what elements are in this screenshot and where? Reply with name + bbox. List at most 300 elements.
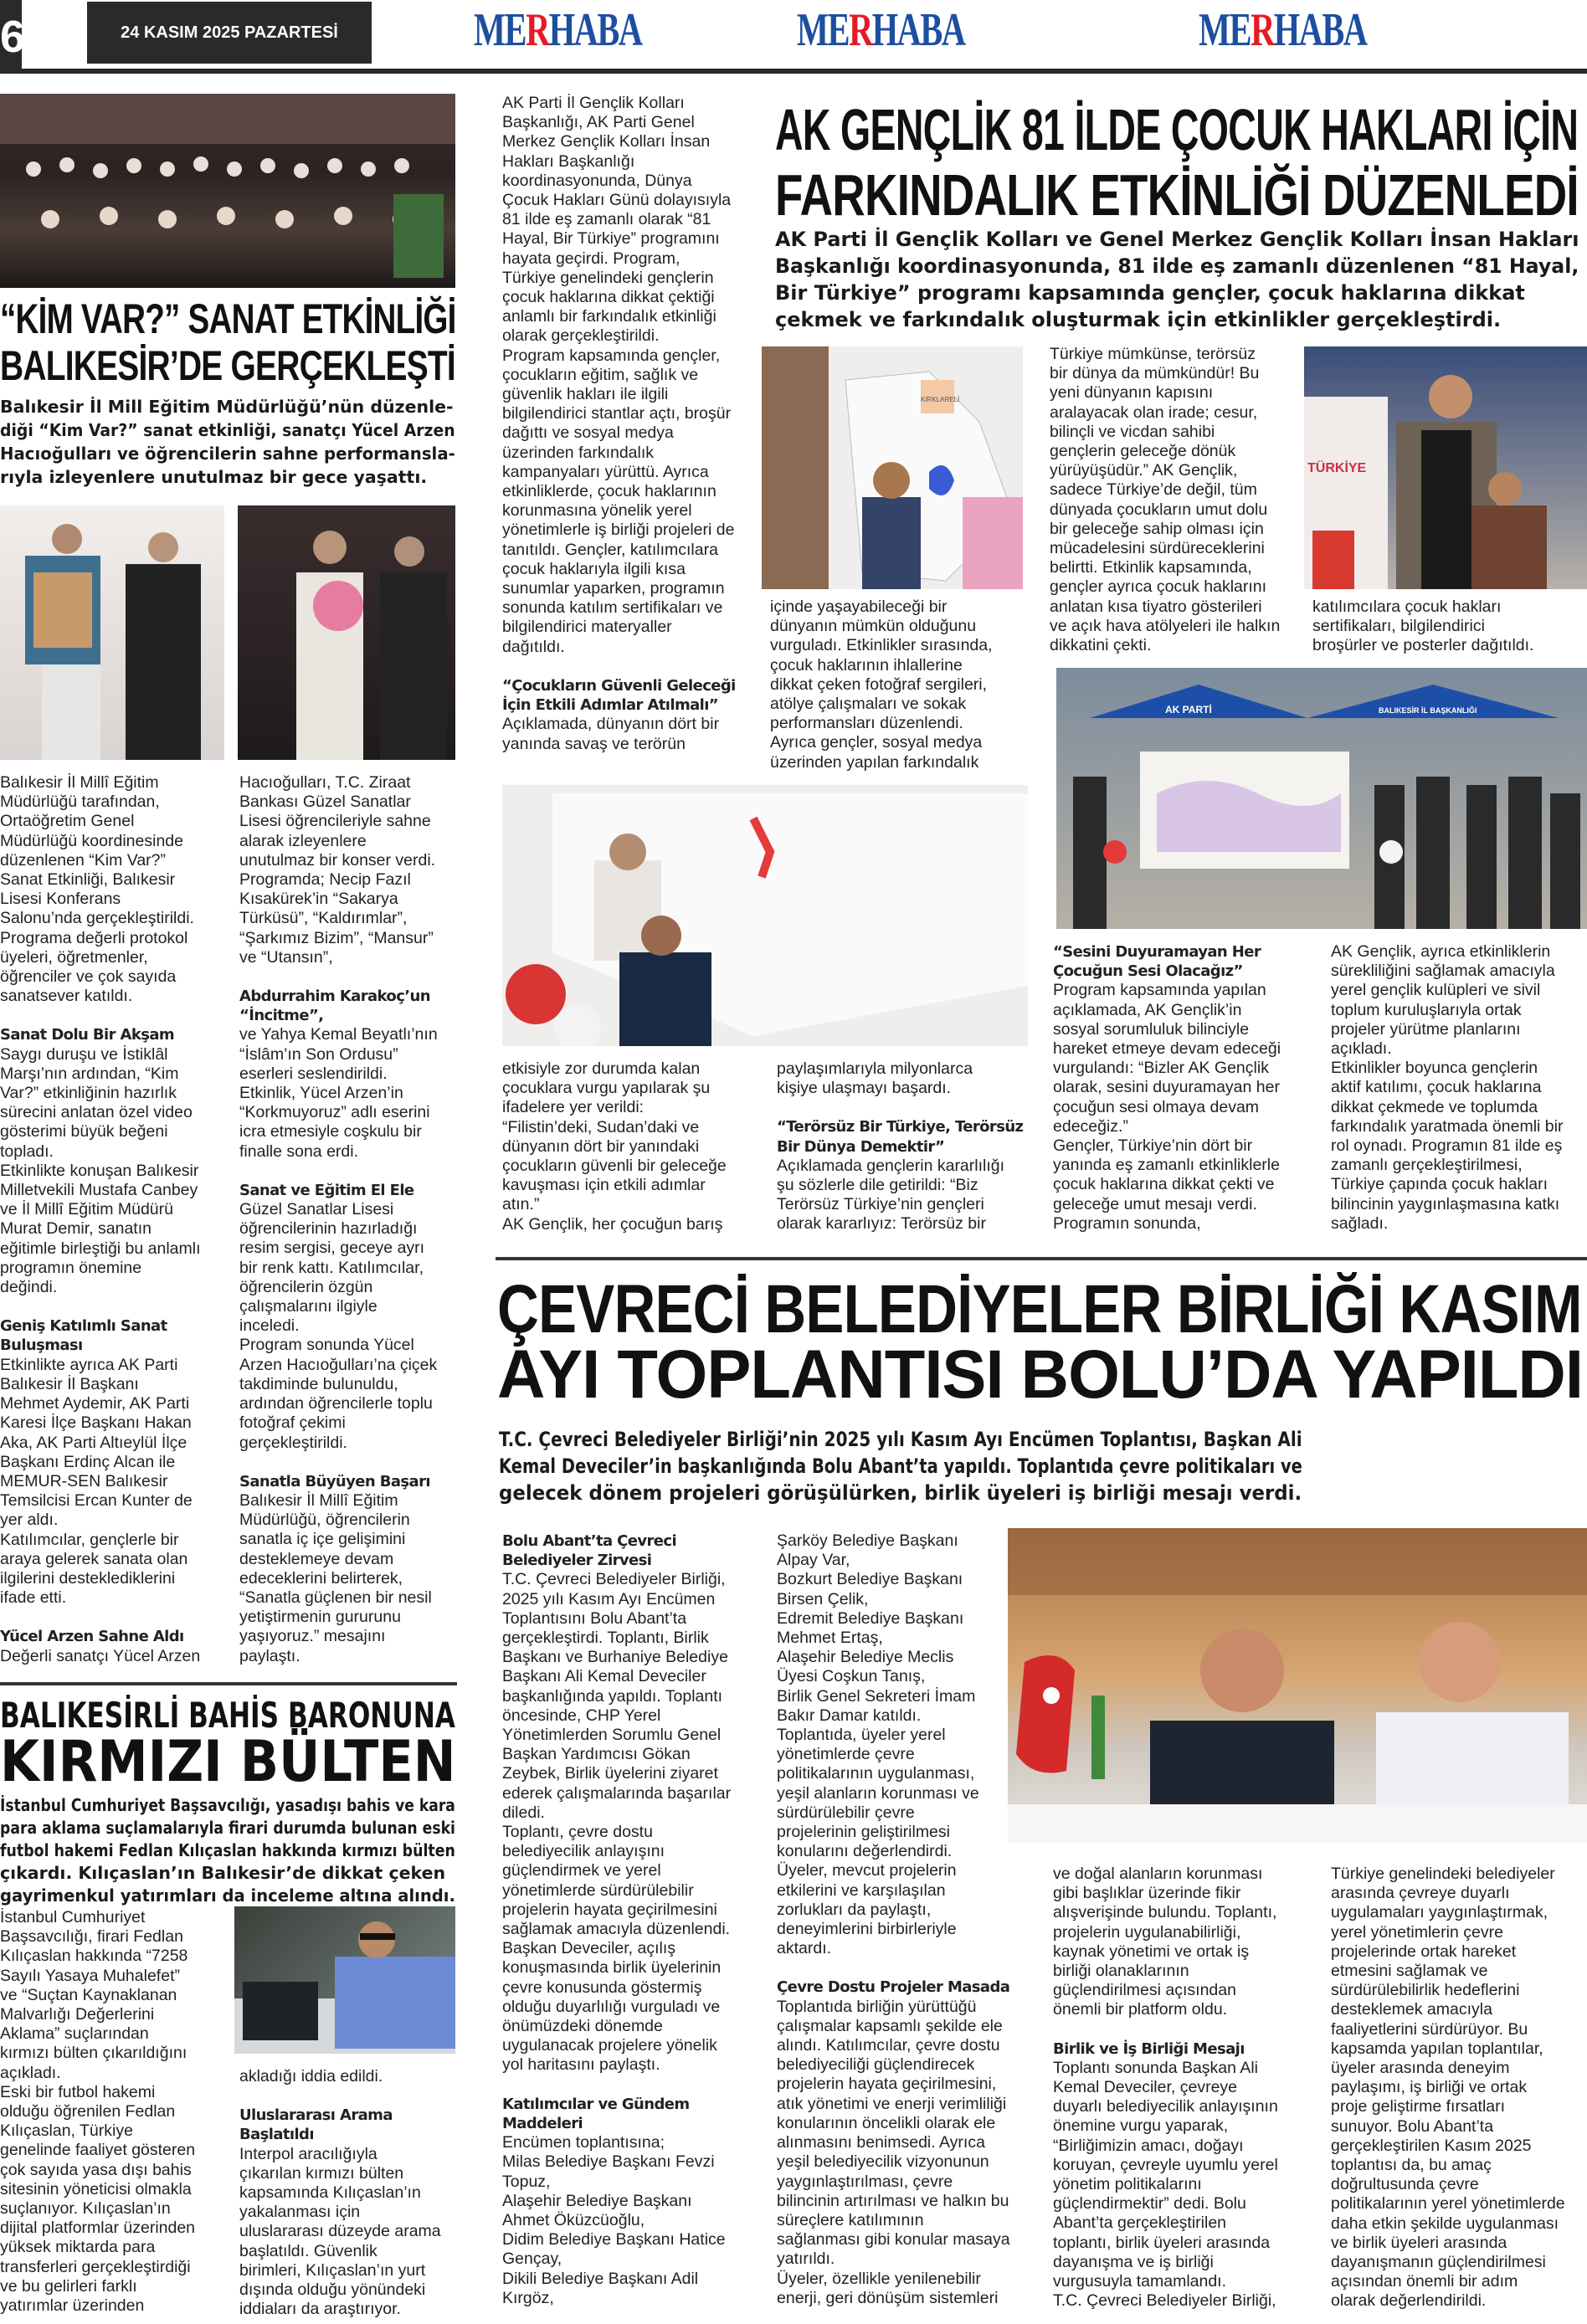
- text-line: çocukların güvenli bir geleceğe: [502, 1157, 727, 1176]
- text-line: Murat Demir, sanatın: [0, 1219, 152, 1239]
- subheading: Sanat Dolu Bir Akşam: [0, 1026, 175, 1044]
- text-line: Türküsü”, “Kaldırımlar”,: [239, 909, 408, 928]
- text-line: Malvarlığı Değerlerini: [0, 2005, 155, 2024]
- text-line: belirtti. Etkinlik kapsamında,: [1050, 558, 1252, 577]
- text-line: şu sözlerle dile getirildi: “Biz: [777, 1176, 978, 1195]
- text-line: etkilerini ve karşılaşılan: [777, 1880, 946, 1900]
- text-line: uygulamaları yaygınlaştırmak,: [1331, 1903, 1548, 1922]
- text-line: projelerinin geliştirilmesi: [777, 1823, 950, 1842]
- text-line: çocuk haklarına dikkat çektiği: [502, 288, 715, 307]
- text-line: kaynak yönetimi ve ortak iş: [1053, 1942, 1250, 1961]
- text-line: güçlendirilmesi açısından: [1053, 1981, 1236, 2000]
- text-line: dikkat çekmede ve toplumda: [1331, 1097, 1538, 1116]
- text-line: Interpol aracılığıyla: [239, 2144, 377, 2163]
- logo-r: R: [1251, 4, 1274, 56]
- logo-r: R: [526, 4, 549, 56]
- text-line: desteklemeye devam: [239, 1549, 394, 1568]
- text-line: unutulmaz bir konser verdi.: [239, 850, 436, 870]
- section-divider: [496, 1257, 1587, 1260]
- text-line: AK Parti İl Gençlik Kolları: [502, 94, 685, 112]
- subheading: Belediyeler Zirvesi: [502, 1552, 652, 1570]
- text-line: koordinasyonunda, Dünya: [502, 171, 692, 190]
- text-line: alışverişinde bulundu. Toplantı,: [1053, 1903, 1277, 1922]
- text-line: Kısakürek’in “Sakarya: [239, 890, 398, 909]
- story4-column-3: [1053, 1865, 1321, 2311]
- text-line: konularının öncelikli olarak ele: [777, 2113, 996, 2132]
- text-line: olarak, sesini duyuramayan her: [1053, 1078, 1280, 1097]
- text-line: doğrultusunda çevre: [1331, 2175, 1479, 2194]
- text-line: değindi.: [0, 1278, 58, 1297]
- text-line: Bakır Damar katıldı.: [777, 1706, 922, 1725]
- text-line: Başkanı ve Burhaniye Belediye: [502, 1648, 728, 1667]
- text-line: bir geleceğe sahip olması için: [1050, 519, 1264, 538]
- text-line: çıkarılan kırmızı bülten: [239, 2163, 404, 2183]
- photo-meeting: [1008, 1528, 1587, 1843]
- text-line: Gençay,: [502, 2250, 562, 2269]
- subheading: Birlik ve İş Birliği Mesajı: [1053, 2039, 1245, 2058]
- text-line: yatırımlar üzerinden: [0, 2296, 145, 2316]
- text-line: Türkiye genelindeki belediyeler: [1331, 1865, 1555, 1883]
- text-line: zorlukları da paylaştı,: [777, 1900, 932, 1919]
- section-divider: [0, 1682, 457, 1685]
- text-line: ve birlik üyeleri arasında: [1331, 2233, 1507, 2252]
- text-line: Gençler, Türkiye’nin dört bir: [1053, 1136, 1253, 1156]
- logo-post: HABA: [1273, 4, 1367, 56]
- text-line: resim sergisi, geceye ayrı: [239, 1239, 425, 1258]
- text-line: Bozkurt Belediye Başkanı: [777, 1570, 963, 1589]
- text-line: “Sanatla güçlenen bir nesil: [239, 1588, 432, 1607]
- text-line: toplantı, birlik üyeleri arasında: [1053, 2233, 1271, 2252]
- text-line: enerji, geri dönüşüm sistemleri: [777, 2288, 999, 2307]
- text-line: atın.”: [502, 1195, 540, 1214]
- text-line: Çocuk Hakları Günü dolayısıyla: [502, 191, 732, 210]
- text-line: Toplantıda, üyeler yerel: [777, 1726, 946, 1745]
- text-line: Alaşehir Belediye Başkanı: [502, 2191, 692, 2210]
- text-line: Ahmet Öküzcüoğlu,: [502, 2210, 645, 2229]
- text-line: ve Yahya Kemal Beyatlı’nın: [239, 1025, 438, 1044]
- text-line: Topuz,: [502, 2172, 551, 2191]
- photo-meeting-art: [1008, 1528, 1587, 1843]
- deck-line: Kemal Deveciler’in başkanlığında Bolu Abant’ta yapıldı. Toplantıda çevre politikaları ve: [499, 1454, 1302, 1478]
- text-line: yönetimlerle iş birliği projeleri de: [502, 521, 735, 540]
- text-line: yol haritasını paylaştı.: [502, 2055, 660, 2075]
- text-line: ardından öğrencilerle toplu: [239, 1394, 433, 1413]
- text-line: Açıklamada, dünyanın dört bir: [502, 715, 720, 734]
- deck-line: çıkardı. Kılıçaslan’ın Balıkesir’de dikkat çeken: [0, 1863, 446, 1883]
- text-line: suçlanıyor. Kılıçaslan’ın: [0, 2199, 171, 2219]
- text-line: alınmasını benimsedi. Ayrıca: [777, 2133, 985, 2152]
- logo-r: R: [849, 4, 872, 56]
- text-line: yatırıldı.: [777, 2250, 835, 2269]
- page-number: 6: [0, 0, 22, 74]
- text-line: üyeleri, öğretmenler,: [0, 947, 148, 967]
- text-line: Değerli sanatçı Yücel Arzen: [0, 1646, 201, 1665]
- text-line: Alaşehir Belediye Meclis: [777, 1648, 954, 1667]
- photo-award-presentation: [0, 505, 224, 760]
- text-line: ederek çalışmalarında başarılar: [502, 1783, 732, 1803]
- text-line: Başkan Yardımcısı Gökan: [502, 1745, 691, 1764]
- text-line: performansları düzenlendi.: [770, 714, 963, 733]
- text-line: Kılıçaslan hakkında “7258: [0, 1947, 188, 1966]
- deck-line: T.C. Çevreci Belediyeler Birliği’nin 2025 yılı Kasım Ayı Encümen Toplantısı, Başkan Ali: [499, 1428, 1302, 1451]
- text-line: Katılımcılar, gençlerle bir: [0, 1530, 179, 1549]
- text-line: önemli bir platform oldu.: [1053, 2000, 1228, 2019]
- text-line: açısından önemli bir adım: [1331, 2272, 1518, 2291]
- photo-flowers-art: [238, 505, 455, 760]
- story3-headline-line2: FARKINDALIK ETKİNLİĞİ DÜZENLEDİ: [775, 162, 1579, 228]
- text-line: öğrencilerinin hazırladığı: [239, 1219, 418, 1239]
- text-line: broşürler ve posterler dağıtıldı.: [1312, 636, 1534, 655]
- text-line: ilgilerini desteklediklerini: [0, 1568, 176, 1588]
- text-line: vurgulandı: “Bizler AK Gençlik: [1053, 1059, 1269, 1078]
- subheading: “Sesini Duyuramayan Her: [1053, 943, 1261, 961]
- text-line: anlamlı bir farkındalık etkinliği: [502, 307, 716, 326]
- text-line: akladığı iddia edildi.: [239, 2067, 383, 2085]
- paragraph-gap: [239, 1453, 465, 1472]
- text-line: belediyeciliği güçlendirecek: [777, 2055, 975, 2075]
- text-line: projelerin hayata geçirilmesini,: [777, 2075, 997, 2094]
- paragraph-gap: [502, 657, 753, 676]
- deck-line: futbol hakemi Fedlan Kılıçaslan hakkında kırmızı bülten: [0, 1840, 455, 1860]
- text-line: topladı.: [0, 1141, 54, 1161]
- text-line: atık yönetimi ve enerji verimliliği: [777, 2094, 1007, 2113]
- text-line: Müdürlüğü koordinesinde: [0, 831, 183, 850]
- text-line: aktardı.: [777, 1939, 832, 1958]
- text-line: arasında çevreye duyarlı: [1331, 1884, 1510, 1903]
- text-line: dikkat çeken fotoğraf sergileri,: [770, 675, 988, 694]
- photo-group-concert-art: [0, 94, 455, 288]
- photo-flowers-presentation: [238, 505, 455, 760]
- text-line: Müdürlüğü, öğrencilerin: [239, 1511, 410, 1530]
- subheading: Çocuğun Sesi Olacağız”: [1053, 962, 1243, 981]
- subheading: İçin Etkili Adımlar Atılmalı”: [502, 696, 719, 715]
- text-line: atölye çalışmaları ve sokak: [770, 695, 967, 714]
- text-line: hareket etmeye devam edeceği: [1053, 1039, 1281, 1059]
- text-line: güçlendirmek ve yerel: [502, 1861, 661, 1880]
- story4-headline-line1: ÇEVRECİ BELEDİYELER BİRLİĞİ KASIM: [497, 1271, 1582, 1347]
- text-line: kırmızı bülten çıkarıldığını: [0, 2044, 187, 2063]
- subheading: Geniş Katılımlı Sanat: [0, 1317, 167, 1336]
- subheading: “Terörsüz Bir Türkiye, Terörsüz: [777, 1118, 1024, 1136]
- text-line: gibi başlıklar üzerinde fikir: [1053, 1884, 1241, 1903]
- text-line: Başsavcılığı, firari Fedlan: [0, 1927, 183, 1947]
- text-line: gösterimi büyük beğeni: [0, 1122, 168, 1141]
- text-line: içinde yaşayabileceği bir: [770, 598, 948, 616]
- text-line: yer aldı.: [0, 1511, 59, 1530]
- text-line: Sanat Etkinliği, Balıkesir: [0, 870, 176, 890]
- story1-headline-line2: BALIKESİR’DE GERÇEKLEŞTİ: [0, 342, 455, 389]
- text-line: diledi.: [502, 1803, 545, 1822]
- text-line: sonunda katılım sertifikaları ve: [502, 598, 723, 618]
- text-line: icra etmesiyle coşkulu bir: [239, 1122, 422, 1141]
- story4-column-4: [1331, 1865, 1587, 2311]
- text-line: Ortaöğretim Genel: [0, 812, 135, 831]
- text-line: yeşil belediyecilik vizyonunun: [777, 2152, 989, 2172]
- paragraph-gap: [502, 2075, 770, 2095]
- text-line: öncesinde, CHP Yerel: [502, 1706, 661, 1725]
- deck-line: çekmek ve farkındalık oluşturmak için etkinlikler gerçekleştirdi.: [775, 308, 1502, 331]
- text-line: ifadelere yer verildi:: [502, 1098, 645, 1117]
- text-line: yönetim politikalarını: [1053, 2175, 1202, 2194]
- text-line: sosyal sorumluluk bilinciyle: [1053, 1019, 1250, 1039]
- story3-column-e: [777, 1059, 1045, 1234]
- subheading: Sanat ve Eğitim El Ele: [239, 1181, 414, 1199]
- text-line: Güzel Sanatlar Lisesi: [239, 1200, 394, 1219]
- subheading: Uluslararası Arama: [239, 2106, 393, 2125]
- text-line: gerçekleştirildi.: [239, 1433, 347, 1452]
- logo-post: HABA: [548, 4, 642, 56]
- text-line: araya gelerek sanata olan: [0, 1549, 188, 1568]
- merhaba-logo: [1199, 5, 1366, 55]
- text-line: 81 ilde eş zamanlı olarak “81: [502, 210, 711, 229]
- text-line: edeceklerini belirterek,: [239, 1568, 403, 1588]
- text-line: Aklama” suçlarından: [0, 2024, 149, 2044]
- text-line: katılımcılara çocuk hakları: [1312, 598, 1502, 616]
- text-line: Abant’ta gerçekleştirilen: [1053, 2214, 1227, 2233]
- text-line: aralayacak olan irade; cesur,: [1050, 403, 1258, 422]
- story1-column-1: [0, 773, 226, 1666]
- photo-kilicaslan: [234, 1906, 455, 2054]
- photo-man-children-art: [1304, 346, 1587, 589]
- text-line: Kemal Deveciler, çevreye: [1053, 2078, 1238, 2097]
- text-line: tanıtıldı. Gençler, katılımcılara: [502, 540, 718, 559]
- text-line: projelerin uygulanabilirliği,: [1053, 1922, 1241, 1942]
- text-line: Encümen toplantısına;: [502, 2133, 665, 2152]
- text-line: genelinde faaliyet gösteren: [0, 2141, 196, 2160]
- text-line: dünyanın mümkün olduğunu: [770, 617, 977, 636]
- text-line: Lisesi öğrencileriyle sahne: [239, 812, 431, 831]
- text-line: yanında savaş ve terörün: [502, 734, 686, 753]
- text-line: dağıttı ve sosyal medya: [502, 423, 674, 443]
- text-line: anlatan kısa tiyatro gösterileri: [1050, 597, 1262, 616]
- text-line: eserleri seslendirildi.: [239, 1064, 388, 1083]
- subheading: Maddeleri: [502, 2114, 583, 2132]
- text-line: konuşmasında birlik üyelerinin: [502, 1958, 722, 1978]
- text-line: politikalarının uygulanması,: [777, 1764, 975, 1783]
- banner-subtext: BALIKESİR İL BAŞKANLIĞI: [1379, 706, 1477, 715]
- text-line: çocuklara vurgu yapılarak şu: [502, 1079, 711, 1098]
- subheading: “Çocukların Güvenli Geleceği: [502, 676, 736, 695]
- text-line: öğrenciler ve çok sayıda: [0, 967, 177, 987]
- text-line: Başkanlığı, AK Parti Genel: [502, 113, 695, 132]
- text-line: açıkladı.: [0, 2063, 61, 2082]
- text-line: ve “Utansın”,: [239, 947, 333, 967]
- text-line: Kılıçaslan, Türkiye: [0, 2121, 133, 2141]
- deck-line: para aklama suçlamalarıyla firari durumda bulunan eski: [0, 1818, 455, 1838]
- text-line: dayanışmanın güçlendirilmesi: [1331, 2253, 1546, 2272]
- text-line: bilgilendirici stantlar açtı, broşür: [502, 404, 732, 423]
- text-line: birimleri, Kılıçaslan’ın yurt: [239, 2260, 426, 2280]
- text-line: Toplantı, çevre dostu: [502, 1823, 653, 1842]
- text-line: Hayal, Bir Türkiye” programını: [502, 229, 720, 249]
- text-line: üyeler arasında deneyim: [1331, 2059, 1510, 2078]
- story3-column-left: [502, 94, 753, 754]
- text-line: yüksek miktarda para: [0, 2238, 156, 2257]
- text-line: Toplantısını Bolu Abant’ta: [502, 1608, 687, 1628]
- deck-line: Bir Türkiye” programı kapsamında gençler, çocuk haklarına dikkat: [775, 281, 1525, 305]
- text-line: fotoğraf çekimi: [239, 1413, 346, 1433]
- text-line: yetiştirmenin gururunu: [239, 1608, 401, 1627]
- text-line: Alpay Var,: [777, 1551, 850, 1570]
- text-line: Türkiye genelindeki gençlerin: [502, 268, 714, 287]
- text-line: ifade etti.: [0, 1588, 67, 1608]
- text-line: bilincinin yaygınlaşmasına katkı: [1331, 1194, 1560, 1213]
- text-line: Üyeler, mevcut projelerin: [777, 1861, 957, 1880]
- story3-column-d: [502, 1059, 770, 1234]
- text-line: çocuğun sesi olmaya devam: [1053, 1097, 1260, 1116]
- text-line: koruyan, çevreyle uyumlu yerel: [1053, 2155, 1278, 2174]
- text-line: sanatla iç içe gelişimini: [239, 1530, 406, 1549]
- text-line: Balıkesir İl Millî Eğitim: [0, 773, 159, 792]
- text-line: Balıkesir İl Başkanı: [0, 1374, 139, 1393]
- text-line: önemine vurgu yaparak,: [1053, 2116, 1229, 2136]
- text-line: Hacıoğulları, T.C. Ziraat: [239, 773, 411, 792]
- text-line: Milletvekili Mustafa Canbey: [0, 1181, 198, 1200]
- text-line: dışında olduğu yönündeki: [239, 2280, 426, 2300]
- text-line: yürüyüşüdür.” AK Gençlik,: [1050, 461, 1238, 480]
- text-line: alarak izleyenlere: [239, 831, 367, 850]
- text-line: T.C. Çevreci Belediyeler Birliği,: [1053, 2291, 1276, 2311]
- text-line: Programın sonunda,: [1053, 1213, 1201, 1233]
- text-line: Eski bir futbol hakemi: [0, 2082, 156, 2101]
- text-line: çocuk haklarının ihlallerine: [770, 655, 963, 675]
- merhaba-logo: [797, 5, 964, 55]
- story2-column-1: [0, 1908, 226, 2316]
- text-line: gençlerin geleceğe dönük: [1050, 442, 1236, 461]
- text-line: çalışmalarını ilgiyle: [239, 1297, 377, 1316]
- text-line: paylaştı.: [239, 1646, 300, 1665]
- text-line: sürecini anlatan özel video: [0, 1103, 193, 1122]
- text-line: proje geliştirme fırsatları: [1331, 2097, 1506, 2116]
- photo-kilicaslan-art: [234, 1906, 455, 2054]
- text-line: Türkiye çapında çocuk hakları: [1331, 1175, 1548, 1194]
- text-line: “Korkmuyoruz” adlı eserini: [239, 1103, 430, 1122]
- text-line: ve açık hava atölyeleri ile halkın: [1050, 616, 1281, 635]
- story4-column-2: [777, 1531, 1045, 2308]
- text-line: Türkiye mümkünse, terörsüz: [1050, 345, 1256, 363]
- text-line: Milas Belediye Başkanı Fevzi: [502, 2152, 715, 2172]
- text-line: öğrencilerin özgün: [239, 1277, 373, 1296]
- text-line: İstanbul Cumhuriyet: [0, 1908, 146, 1926]
- photo-children-drawing: [502, 785, 1028, 1046]
- text-line: “İslâm’ın Son Ordusu”: [239, 1044, 398, 1064]
- text-line: kapsamında Kılıçaslan’ın: [239, 2183, 421, 2203]
- text-line: aktif katılımı, çocuk haklarına: [1331, 1078, 1542, 1097]
- story3-headline-line1: AK GENÇLİK 81 İLDE ÇOCUK HAKLARI İÇİN: [775, 97, 1579, 162]
- text-line: sağladı.: [1331, 1213, 1389, 1233]
- text-line: dağıtıldı.: [502, 637, 565, 656]
- photo-drawing-art: [502, 785, 1028, 1046]
- paragraph-gap: [0, 1006, 226, 1025]
- subheading: “İncitme”,: [239, 1007, 324, 1025]
- text-line: yakalanması için: [239, 2203, 361, 2222]
- story3-column-c: [1312, 598, 1580, 656]
- text-line: projelerinde ortak hareket: [1331, 1942, 1517, 1961]
- text-line: edeceğiz.”: [1053, 1116, 1128, 1136]
- deck-line: Balıkesir İl Mill Eğitim Müdürlüğü’nün düzenle-: [0, 397, 454, 417]
- text-line: sertifikaları, bilgilendirici: [1312, 617, 1485, 636]
- paragraph-gap: [1053, 2020, 1321, 2039]
- text-line: Var?” etkinliğinin hazırlık: [0, 1084, 177, 1103]
- map-city-label: KIRKLARELİ: [921, 396, 960, 403]
- paragraph-gap: [239, 967, 465, 987]
- deck-line: diği “Kim Var?” sanat etkinliği, sanatçı Yücel Arzen: [0, 420, 455, 440]
- text-line: süreçlere katılımının: [777, 2210, 924, 2229]
- text-line: “Birliğimizin amacı, doğayı: [1053, 2136, 1244, 2155]
- text-line: zamanlı gerçekleştirilmesi,: [1331, 1156, 1523, 1175]
- story1-deck: [0, 395, 496, 489]
- paragraph-gap: [239, 2086, 465, 2106]
- text-line: takdiminde bulunuldu,: [239, 1374, 398, 1393]
- text-line: geleceğe umut mesajı verdi.: [1053, 1194, 1257, 1213]
- story3-column-b: [1050, 345, 1301, 655]
- masthead-rule: [22, 69, 1587, 74]
- text-line: farkındalık yaratmada önemli bir: [1331, 1116, 1564, 1136]
- logo-post: HABA: [871, 4, 965, 56]
- text-line: Arzen Hacıoğulları’na çiçek: [239, 1355, 438, 1374]
- merhaba-logo: [474, 5, 641, 55]
- subheading: Başlatıldı: [239, 2126, 314, 2144]
- text-line: bir dünya da mümkündür! Bu: [1050, 364, 1260, 383]
- text-line: Ayrıca gençler, sosyal medya: [770, 733, 983, 752]
- text-line: Didim Belediye Başkanı Hatice: [502, 2230, 726, 2250]
- text-line: sunuyor. Bolu Abant’ta: [1331, 2116, 1494, 2136]
- text-line: Hakları Başkanlığı: [502, 151, 635, 171]
- text-line: projelerin hayata geçirilmesini: [502, 1900, 717, 1919]
- story3-column-f: [1053, 942, 1321, 1234]
- text-line: yönetimlerde çevre: [777, 1745, 915, 1764]
- story2-column-2: [239, 2067, 465, 2319]
- text-line: eğitimle birleştiği bu anlamlı: [0, 1239, 201, 1258]
- text-line: sitesinin yöneticisi olmakla: [0, 2179, 192, 2198]
- story4-deck: [499, 1426, 1488, 1506]
- text-line: kavuşması için etkili adımlar: [502, 1176, 706, 1195]
- story4-column-1: [502, 1531, 770, 2308]
- text-line: sunumlar yaparken, programın: [502, 579, 725, 598]
- text-line: paylaşımlarıyla milyonlarca: [777, 1059, 973, 1078]
- text-line: uygulanacak projelere yönelik: [502, 2036, 717, 2055]
- text-line: Programa değerli protokol: [0, 928, 188, 947]
- text-line: duyarlı belediyecilik anlayışının: [1053, 2097, 1278, 2116]
- text-line: Kırgöz,: [502, 2288, 554, 2307]
- text-line: Edremit Belediye Başkanı: [777, 1608, 964, 1628]
- logo-pre: ME: [797, 4, 850, 56]
- text-line: Salonu’nda gerçekleştirildi.: [0, 909, 194, 928]
- photo-man-with-children: [1304, 346, 1587, 589]
- text-line: Terörsüz Türkiye’nin gençleri: [777, 1195, 984, 1214]
- text-line: gençler ayrıca çocuk haklarını: [1050, 577, 1267, 597]
- text-line: Programda; Necip Fazıl: [239, 870, 411, 890]
- subheading: Bolu Abant’ta Çevreci: [502, 1532, 677, 1550]
- text-line: birliği olanaklarının: [1053, 1962, 1189, 1981]
- text-line: finalle sona erdi.: [239, 1141, 359, 1161]
- text-line: “Şarkımız Bizim”, “Mansur”: [239, 928, 434, 947]
- text-line: sadece Türkiye’de değil, tüm: [1050, 480, 1257, 500]
- text-line: ve doğal alanların korunması: [1053, 1865, 1263, 1883]
- text-line: kampanyaları yürüttü. Ayrıca: [502, 462, 709, 481]
- photo-stand-art: [1056, 668, 1587, 929]
- text-line: çocuk haklarıyla ilgili kısa: [502, 559, 686, 578]
- text-line: etkisiyle zor durumda kalan: [502, 1059, 701, 1078]
- text-line: Toplantıda birliğin yürüttüğü: [777, 1997, 977, 2016]
- text-line: politikalarının yerel yönetimlerde: [1331, 2194, 1565, 2214]
- story3-column-a: [770, 598, 1038, 772]
- photo-children-map: [762, 346, 1023, 589]
- text-line: Dikili Belediye Başkanı Adil: [502, 2269, 699, 2288]
- text-line: transferleri gerçekleştirdiği: [0, 2257, 191, 2276]
- text-line: programın önemine: [0, 1258, 142, 1277]
- text-line: yaşıyoruz.” mesajını: [239, 1627, 386, 1646]
